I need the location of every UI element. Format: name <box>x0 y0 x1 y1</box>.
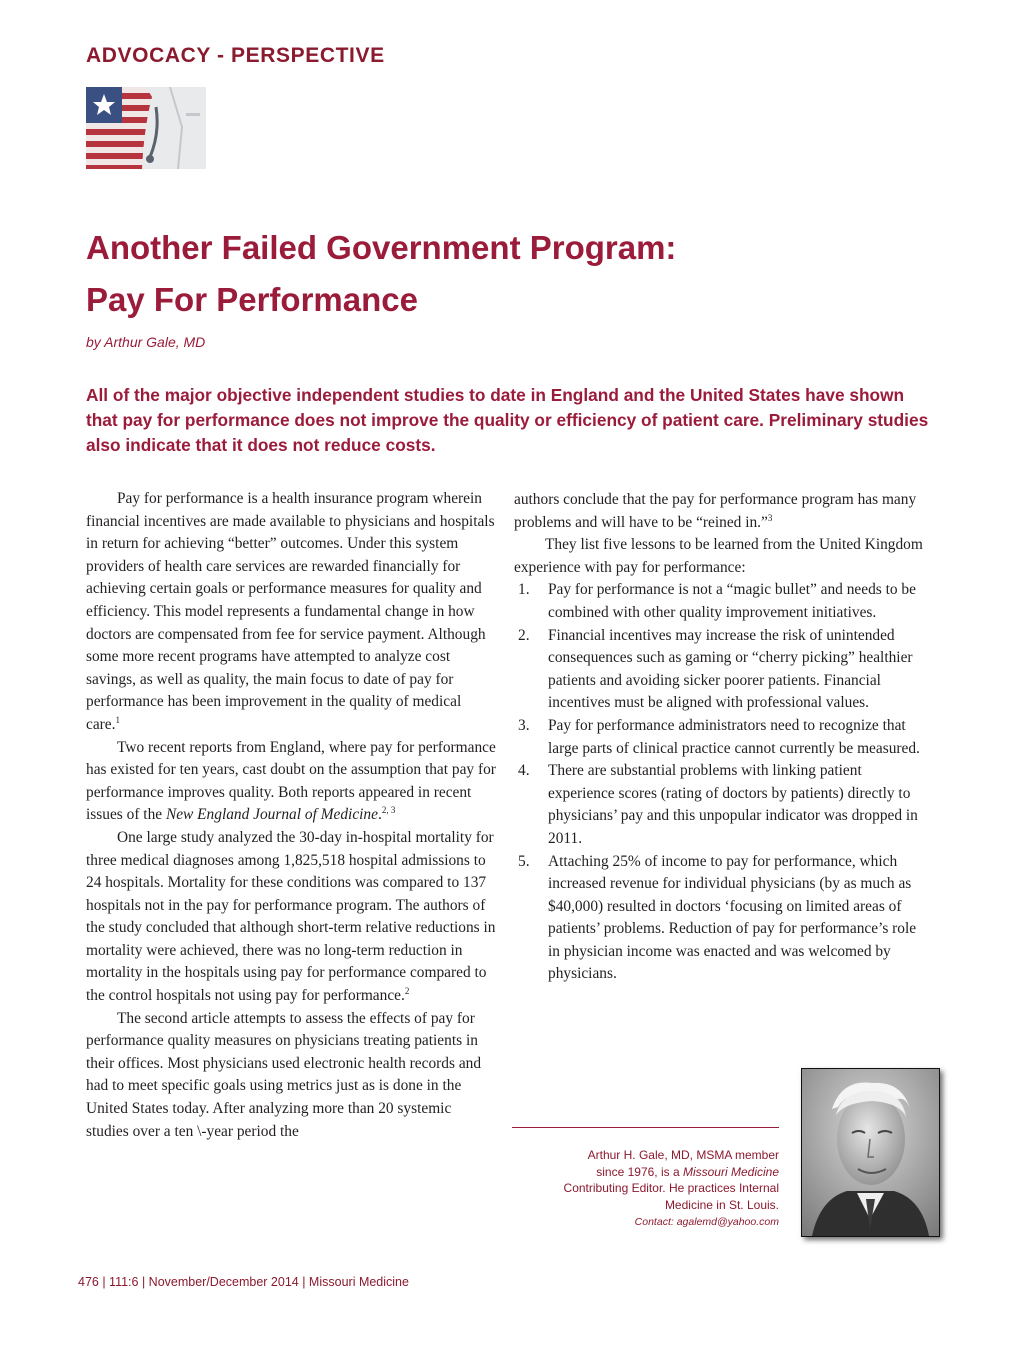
paragraph: They list five lessons to be learned from the United Kingdom experience with pay for performance: <box>514 536 923 576</box>
paragraph: Pay for performance is a health insurance program wherein financial incentives are made available to physicians and hospitals in return for achieving “better” outcomes. Under this system providers of health care services are rewarded financially for achieving certain goals or performance measures for quality and efficiency. This model represents a fundamental change in how doctors are compensated from fee for service payment. Although some more recent programs have attempted to analyze cost savings, as well as quality, the main focus to date of pay for performance has been improvement in the quality of medical care.$^1$ <box>86 490 495 733</box>
article-title <box>86 222 946 326</box>
citation: 2, 3 <box>381 805 396 816</box>
title-line-1: Another Failed Government Program: <box>86 229 677 266</box>
page-footer: 476 | 111:6 | November/December 2014 | Missouri Medicine <box>78 1275 409 1289</box>
divider <box>512 1127 779 1128</box>
paragraph: authors conclude that the pay for performance program has many problems and will have to be “reined in.”$^3$ <box>514 491 917 531</box>
lessons-list <box>514 579 924 986</box>
journal-name: Missouri Medicine <box>682 1164 779 1179</box>
list-item: 3. Pay for performance administrators need to recognize that large parts of clinical practice cannot currently be measured. <box>518 716 920 757</box>
list-item: 2. Financial incentives may increase the risk of unintended consequences such as gaming or “cherry picking” healthier patients and avoiding sicker poorer patients. Financial incentives must be aligned with professional values. <box>518 626 913 712</box>
title-line-2: Pay For Performance <box>86 281 418 318</box>
paragraph: The second article attempts to assess the effects of pay for performance quality measures on physicians treating patients in their offices. Most physicians used electronic health records and had to meet specific goals using metrics just as is done in the United States today. After analyzing more than 20 systemic studies over a ten \-year period the <box>86 1009 482 1140</box>
body-right-column <box>514 489 924 986</box>
doctor-coat <box>142 87 206 169</box>
author-bio: Arthur H. Gale, MD, MSMA member since 1976, is a Missouri Medicine Contributing Editor. He practices Internal Medicine in St. Louis. Contact: agalemd@yahoo.com <box>512 1147 779 1231</box>
lede: All of the major objective independent studies to date in England and the United States have shown that pay for performance does not improve the quality or efficiency of patient care. Preliminary studies also indicate that it does not reduce costs. <box>86 385 929 455</box>
body-left-column <box>86 488 496 1143</box>
list-item: 5. Attaching 25% of income to pay for performance, which increased revenue for individual physicians (by as much as $40,000) resulted in doctors ‘focusing on limited areas of patients’ problems. Reduction of pay for performance’s role in physician income was enacted and was welcomed by physicians. <box>518 852 917 983</box>
citation: 3 <box>767 512 773 523</box>
flag-doctor-image <box>86 87 206 169</box>
list-item: 1. Pay for performance is not a “magic bullet” and needs to be combined with other quality improvement initiatives. <box>518 581 916 621</box>
author-portrait <box>802 1069 939 1236</box>
citation: 2 <box>404 985 410 996</box>
list-item: 4. There are substantial problems with linking patient experience scores (rating of doctors by patients) directly to physicians’ pay and this unpopular indicator was dropped in 2011. <box>518 762 918 847</box>
author-photo <box>801 1068 940 1237</box>
citation: 1 <box>115 714 120 725</box>
byline: by Arthur Gale, MD <box>86 334 206 350</box>
section-label: ADVOCACY - PERSPECTIVE <box>86 44 385 67</box>
contact-email: Contact: agalemd@yahoo.com <box>634 1215 779 1228</box>
paragraph: One large study analyzed the 30-day in-hospital mortality for three medical diagnoses among 1,825,518 hospital admissions to 24 hospitals. Mortality for these conditions was compared to 137 hospitals not in the pay for performance program. The authors of the study concluded that although short-term relative reductions in mortality were achieved, there was no long-term reduction in mortality in the hospitals using pay for performance compared to the control hospitals not using pay for performance.$^2$ <box>86 828 496 1005</box>
journal-name: New England Journal of Medicine <box>165 806 378 824</box>
paragraph: Two recent reports from England, where pay for performance has existed for ten years, cast doubt on the assumption that pay for performance improves quality. Both reports appeared in recent issues of the New England Journal of Medicine.$^{2, 3}$ <box>86 738 496 824</box>
